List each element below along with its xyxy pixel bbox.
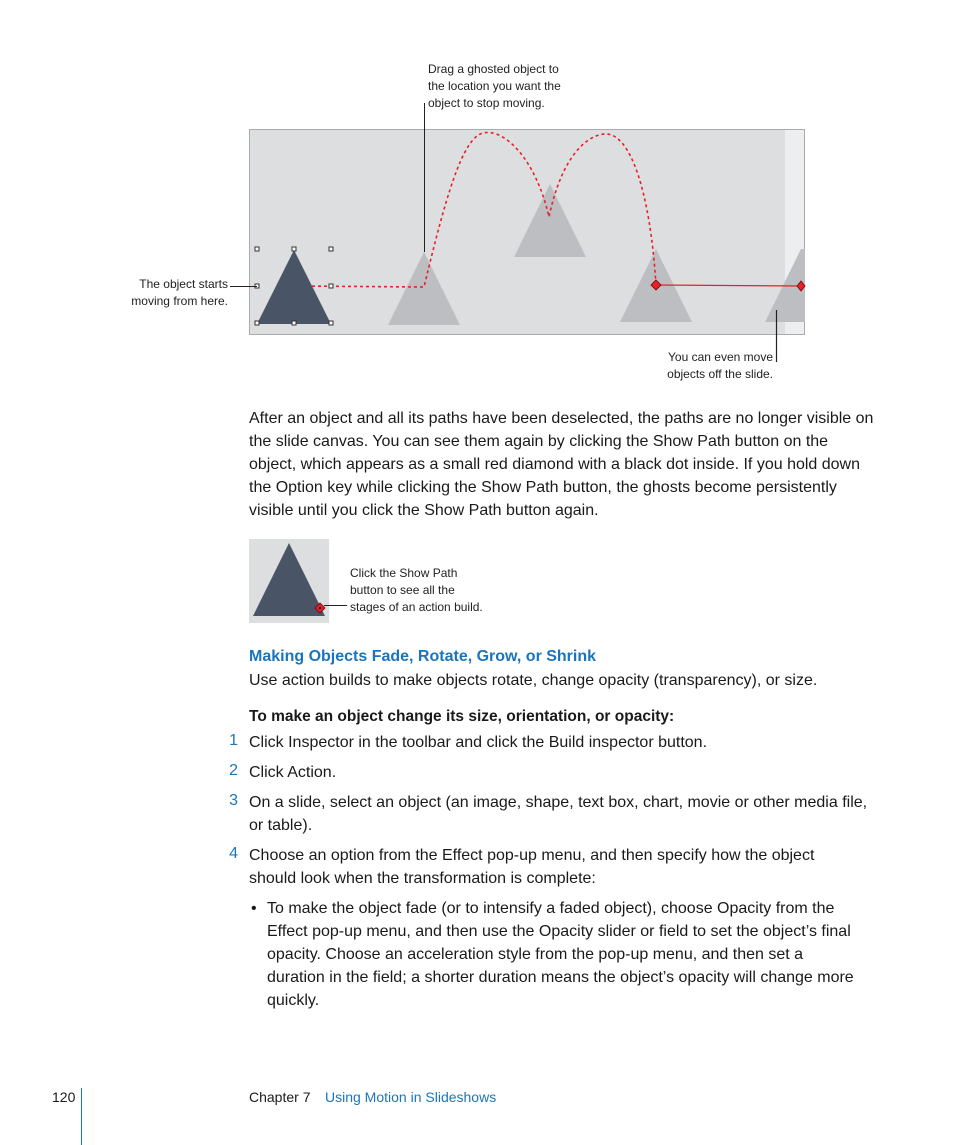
- callout-object-start: The object starts moving from here.: [131, 277, 228, 308]
- callout-show-path: Click the Show Path button to see all the stages of an action build.: [350, 566, 483, 614]
- footer-chapter-title-link[interactable]: Using Motion in Slideshows: [325, 1089, 497, 1105]
- task-title: To make an object change its size, orientation, or opacity:: [249, 708, 675, 725]
- footer-divider: [81, 1088, 82, 1145]
- step-number: 3: [229, 792, 238, 809]
- action-build-figure: [0, 0, 954, 400]
- resize-handle[interactable]: [329, 247, 333, 251]
- bullet-text: To make the object fade (or to intensify a faded object), choose Opacity from the Effect pop-up menu, and then use the Opacity slider or field to set the object’s final opacity. Choose an acceleration style from the pop-up menu, and then set a duration in the field; a shorter duration means the object’s opacity will change more quickly.: [267, 900, 854, 1009]
- bullet-mark: •: [251, 900, 257, 917]
- step-number: 1: [229, 732, 238, 749]
- step-text: Click Action.: [249, 764, 337, 781]
- page-number: 120: [52, 1089, 76, 1105]
- resize-handle[interactable]: [292, 247, 296, 251]
- callout-off-slide: You can even move objects off the slide.: [667, 350, 773, 381]
- resize-handle[interactable]: [329, 284, 333, 288]
- step-text: Click Inspector in the toolbar and click the Build inspector button.: [249, 734, 708, 751]
- callout-drag-ghost: Drag a ghosted object to the location you want the object to stop moving.: [428, 62, 561, 110]
- resize-handle[interactable]: [329, 321, 333, 325]
- step-text: Choose an option from the Effect pop-up menu, and then specify how the object should look when the transformation is complete:: [249, 847, 815, 887]
- resize-handle[interactable]: [255, 247, 259, 251]
- resize-handle[interactable]: [255, 321, 259, 325]
- step-number: 4: [229, 845, 238, 862]
- section-intro: Use action builds to make objects rotate, change opacity (transparency), or size.: [249, 672, 818, 689]
- step-number: 2: [229, 762, 238, 779]
- step-text: On a slide, select an object (an image, shape, text box, chart, movie or other media file, or table).: [249, 794, 868, 834]
- intro-paragraph: After an object and all its paths have been deselected, the paths are no longer visible on the slide canvas. You can see them again by clicking the Show Path button on the object, which appears as a small red diamond with a black dot inside. If you hold down the Option key while clicking the Show Path button, the ghosts become persistently visible until you click the Show Path button again.: [249, 410, 874, 519]
- footer-chapter: Chapter 7: [249, 1089, 311, 1105]
- section-heading: Making Objects Fade, Rotate, Grow, or Shrink: [249, 648, 597, 665]
- resize-handle[interactable]: [292, 321, 296, 325]
- show-path-dot: [319, 607, 321, 609]
